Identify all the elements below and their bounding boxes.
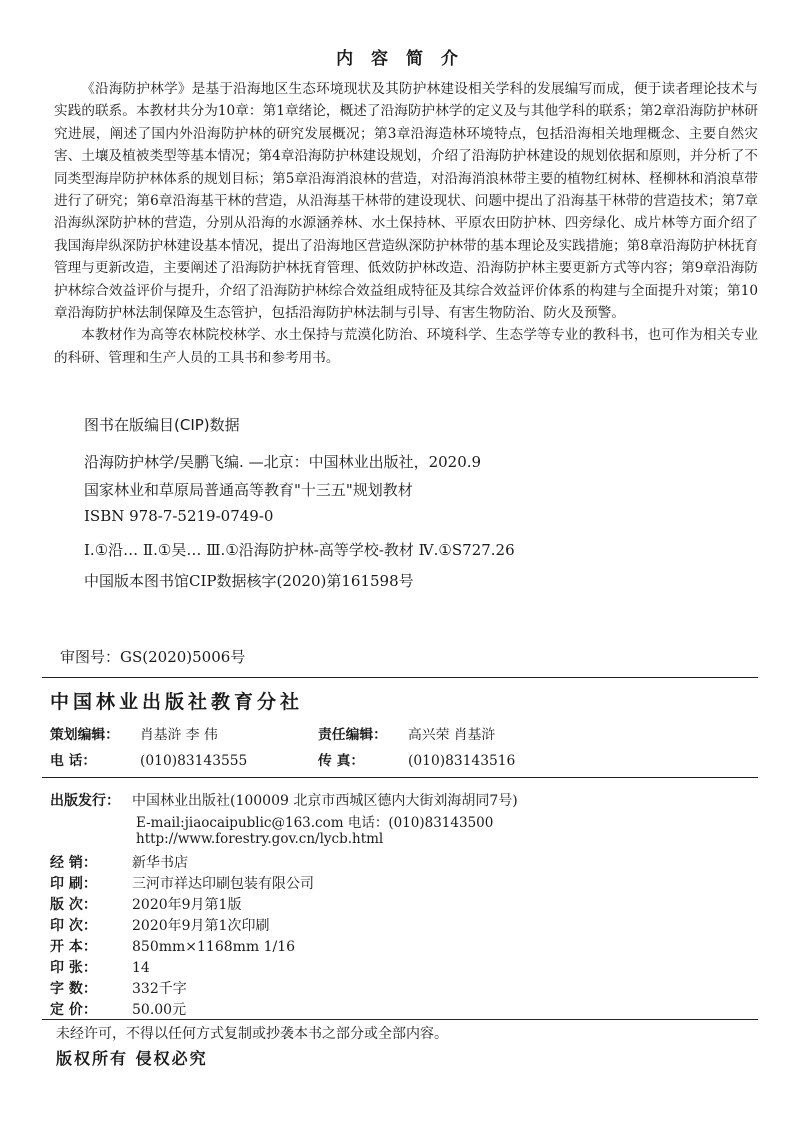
cip-heading: 图书在版编目(CIP)数据 <box>84 416 240 434</box>
spec-value: 新华书店 <box>132 855 188 871</box>
divider-bottom <box>42 1019 758 1020</box>
issuer-value: 中国林业出版社(100009 北京市西城区德内大街刘海胡同7号) <box>132 793 518 809</box>
phone-label: 电 话： <box>50 753 97 769</box>
spec-label: 印 张： <box>50 960 97 976</box>
url-line: http://www.forestry.gov.cn/lycb.html <box>136 831 384 847</box>
fax-label: 传 真： <box>318 753 365 769</box>
divider-top <box>42 677 758 678</box>
summary-body <box>54 78 758 369</box>
spec-value: 2020年9月第1次印刷 <box>132 918 270 934</box>
responsible-editor-label: 责任编辑： <box>318 727 387 743</box>
price-row <box>50 999 186 1019</box>
summary-paragraph-2: 本教材作为高等农林院校林学、水土保持与荒漠化防治、环境科学、生态学等专业的教科书，也可作为相关专业的科研、管理和生产人员的工具书和参考用书。 <box>54 327 758 366</box>
responsible-editor-row <box>318 723 495 743</box>
planning-editor-label: 策划编辑： <box>50 727 119 743</box>
spec-label: 印 次： <box>50 918 97 934</box>
rights-reserved: 版权所有 侵权必究 <box>56 1049 208 1068</box>
summary-paragraph-1: 《沿海防护林学》是基于沿海地区生态环境现状及其防护林建设相关学科的发展编写而成，便于读者理论技术与实践的联系。本教材共分为10章：第1章绪论，概述了沿海防护林学的定义及与其他学科的联系；第2章沿海防护林研究进展，阐述了国内外沿海防护林的研究发展概况；第3章沿海造林环境特点，包括沿海相关地理概念、主要自然灾害、土壤及植被类型等基本情况；第4章沿海防护林建设规划，介绍了沿海防护林建设的规划依据和原则，并分析了不同类型海岸防护林体系的规划目标；第5章沿海消浪林的营造，对沿海消浪林带主要的植物红树林、柽柳林和消浪草带进行了研究；第6章沿海基干林的营造，从沿海基干林带的建设现状、问题中提出了沿海基干林带的营造技术；第7章沿海纵深防护林的营造，分别从沿海的水源涵养林、水土保持林、平原农田防护林、四旁绿化、成片林等方面介绍了我国海岸纵深防护林建设基本情况，提出了沿海地区营造纵深防护林带的基本理论及实践措施；第8章沿海防护林抚育管理与更新改造，主要阐述了沿海防护林抚育管理、低效防护林改造、沿海防护林主要更新方式等内容；第9章沿海防护林综合效益评价与提升，介绍了沿海防护林综合效益组成特征及其综合效益评价体系的构建与全面提升对策；第10章沿海防护林法制保障及生态管护，包括沿海防护林法制与引导、有害生物防治、防火及预警。 <box>54 81 758 322</box>
map-review-number: 审图号：GS(2020)5006号 <box>60 648 246 666</box>
spec-value: 14 <box>132 960 150 976</box>
fax-row <box>318 749 515 769</box>
issuer-label: 出版发行： <box>50 793 120 809</box>
sheets-row <box>50 957 150 977</box>
divider-middle <box>42 777 758 778</box>
publisher-brand: 中国林业出版社教育分社 <box>50 691 304 713</box>
planning-editor-value: 肖基浒 李 伟 <box>140 727 218 743</box>
planning-editor-row <box>50 723 218 743</box>
responsible-editor-value: 高兴荣 肖基浒 <box>408 727 496 743</box>
issuer-row <box>50 790 518 810</box>
printer-row <box>50 873 314 893</box>
spec-value: 三河市祥达印刷包装有限公司 <box>132 876 314 892</box>
edition-row <box>50 894 241 914</box>
fax-value: (010)83143516 <box>408 753 516 769</box>
cip-line-record-number: 中国版本图书馆CIP数据核字(2020)第161598号 <box>84 572 414 590</box>
spec-value: 850mm×1168mm 1/16 <box>132 939 296 955</box>
summary-title: 内 容 简 介 <box>336 49 464 69</box>
cip-line-classification: Ⅰ.①沿… Ⅱ.①吴… Ⅲ.①沿海防护林-高等学校-教材 Ⅳ.①S727.26 <box>84 541 515 559</box>
spec-label: 开 本： <box>50 939 97 955</box>
cip-line-title: 沿海防护林学/吴鹏飞编. —北京：中国林业出版社，2020.9 <box>84 453 482 471</box>
copyright-notice: 未经许可，不得以任何方式复制或抄袭本书之部分或全部内容。 <box>56 1026 448 1042</box>
spec-value: 2020年9月第1版 <box>132 897 242 913</box>
phone-value: (010)83143555 <box>140 753 248 769</box>
distributor-row <box>50 852 188 872</box>
spec-label: 字 数： <box>50 981 97 997</box>
spec-label: 版 次： <box>50 897 97 913</box>
email-line: E-mail:jiaocaipublic@163.com 电话：(010)83143500 <box>136 815 494 831</box>
word-count-row <box>50 978 187 998</box>
format-row <box>50 936 295 956</box>
spec-label: 印 刷： <box>50 876 97 892</box>
spec-value: 332千字 <box>132 981 187 997</box>
cip-line-series: 国家林业和草原局普通高等教育"十三五"规划教材 <box>84 481 413 499</box>
printing-row <box>50 915 269 935</box>
cip-line-isbn: ISBN 978-7-5219-0749-0 <box>84 507 274 525</box>
phone-row <box>50 749 247 769</box>
spec-label: 经 销： <box>50 855 97 871</box>
spec-label: 定 价： <box>50 1002 97 1018</box>
spec-value: 50.00元 <box>132 1002 187 1018</box>
